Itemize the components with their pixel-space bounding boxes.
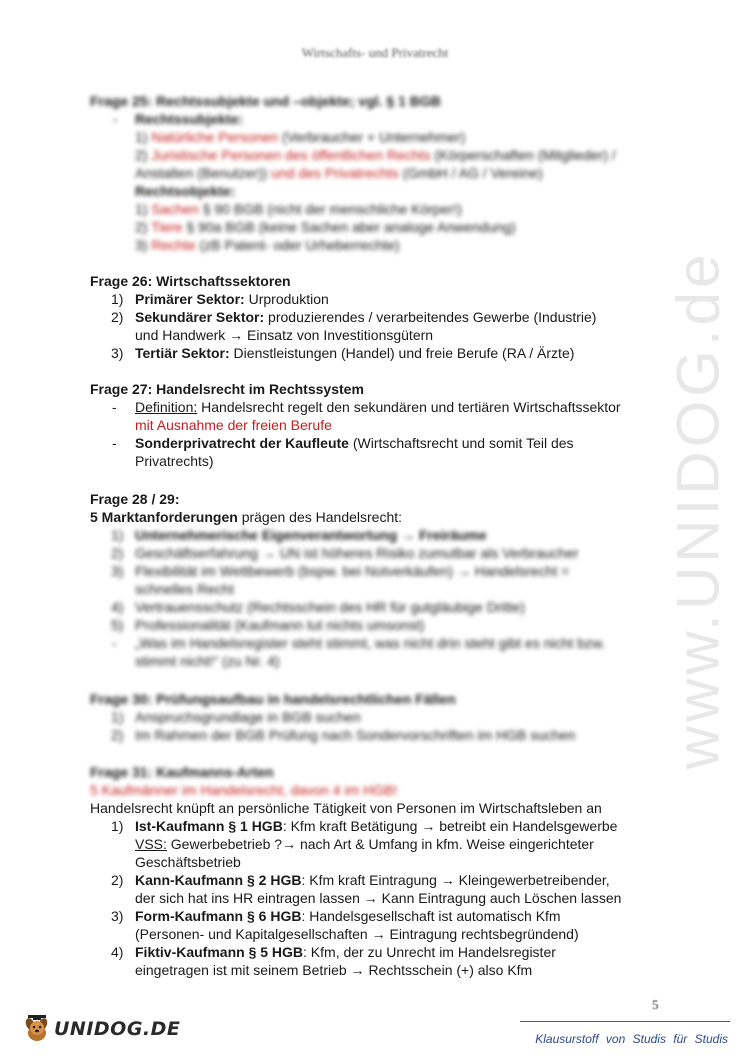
q27-title: Frage 27: Handelsrecht im Rechtssystem (90, 381, 364, 397)
q31-item-4: 4) Fiktiv-Kaufmann § 5 HGB: Kfm, der zu Unrecht im Handelsregister (111, 944, 556, 960)
dog-icon (22, 1014, 52, 1044)
q25-subject-2-cont: Anstalten (Benutzer)) und des Privatrechts (GmbH / AG / Vereine) (135, 165, 543, 181)
q31-item-2-cont: der sich hat ins HR eintragen lassen → Kann Eintragung auch Löschen lassen (135, 890, 622, 906)
q25-objects-label: Rechtsobjekte: (135, 183, 236, 199)
watermark: www.UNIDOG.de (664, 250, 732, 770)
q26-item-2: 2) Sekundärer Sektor: produzierendes / verarbeitendes Gewerbe (Industrie) (111, 309, 597, 325)
q28-intro: 5 Marktanforderungen prägen des Handelsrecht: (90, 509, 403, 525)
q26-item-3: 3) Tertiär Sektor: Dienstleistungen (Handel) und freie Berufe (RA / Ärzte) (111, 345, 575, 361)
q25-object-1: 1) Sachen § 90 BGB (nicht der menschliche Körper!) (135, 201, 462, 217)
q31-item-4-cont: eingetragen ist mit seinem Betrieb → Rechtsschein (+) also Kfm (135, 962, 533, 978)
q31-item-3: 3) Form-Kaufmann § 6 HGB: Handelsgesellschaft ist automatisch Kfm (111, 908, 561, 924)
q25-subjects-label: Rechtssubjekte: (135, 111, 244, 127)
q25-subject-1: 1) Natürliche Personen (Verbraucher + Unternehmer) (135, 129, 466, 145)
q28-title: Frage 28 / 29: (90, 491, 180, 507)
q25-object-2: 2) Tiere § 90a BGB (keine Sachen aber analoge Anwendung) (135, 219, 516, 235)
q31-title: Frage 31: Kaufmanns-Arten (90, 764, 274, 780)
q31-intro: Handelsrecht knüpft an persönliche Tätigkeit von Personen im Wirtschaftsleben an (90, 800, 602, 816)
footer-divider (520, 1021, 730, 1022)
q27-definition-red: mit Ausnahme der freien Berufe (135, 417, 332, 433)
logo-text: UNIDOG.DE (54, 1018, 181, 1040)
q25-object-3: 3) Rechte (zB Patent- oder Urheberrechte) (135, 237, 400, 253)
q26-item-1: 1) Primärer Sektor: Urproduktion (111, 291, 329, 307)
q27-sonderprivatrecht: - Sonderprivatrecht der Kaufleute (Wirtschaftsrecht und somit Teil des (112, 435, 574, 451)
section-frage-27 (90, 380, 690, 470)
section-frage-26 (90, 272, 690, 362)
unidog-logo (22, 1014, 180, 1044)
page-header: Wirtschafts- und Privatrecht (301, 45, 449, 60)
q31-item-2: 2) Kann-Kaufmann § 2 HGB: Kfm kraft Eintragung → Kleingewerbetreibender, (111, 872, 610, 888)
q26-title: Frage 26: Wirtschaftssektoren (90, 273, 291, 289)
q31-item-1: 1) Ist-Kaufmann § 1 HGB: Kfm kraft Betätigung → betreibt ein Handelsgewerbe (111, 818, 618, 834)
q28-blurred-list: 1) Unternehmerische Eigenverantwortung → Freiräume 2) Geschäftserfahrung → UN ist höheres Risiko zumutbar als Verbraucher 3) Flexibilität im Wettbewerb (bspw. bei Notverkäufen) → Handelsrecht = schnelles Recht 4) Vertrauensschutz (Rechtsschein des HR für gutgläubige Dritte) 5) Professionalität (Kaufmann tut nichts umsonst) - „Was im Handelsregister steht stimmt, was nicht drin steht gibt es nicht bzw. stimmt nicht!“ (zu Nr. 4) (111, 527, 606, 669)
q27-definition: - Definition: Handelsrecht regelt den sekundären und tertiären Wirtschaftssektor (112, 399, 621, 415)
section-frage-31 (90, 763, 690, 979)
section-frage-28-29 (90, 490, 690, 670)
q26-item-2-cont: und Handwerk → Einsatz von Investitionsgütern (135, 327, 434, 343)
q25-title: Frage 25: Rechtssubjekte und –objekte; vgl. § 1 BGB (90, 93, 441, 109)
q31-item-1-cont: VSS: Gewerbebetrieb ?→ nach Art & Umfang in kfm. Weise eingerichteter (135, 836, 594, 852)
section-frage-25: Frage 25: Rechtssubjekte und –objekte; vgl. § 1 BGB - Rechtssubjekte: 1) Natürliche Personen (Verbraucher + Unternehmer) 2) Juristische Personen des öffentlichen Rechts (Körperschaften (Mitglieder) / Anstalten (Benutzer)) und des Privatrechts (GmbH / AG / Vereine) Rechtsobjekte: 1) Sachen § 90 BGB (nicht der menschliche Körper!) 2) Tiere § 90a BGB (keine Sachen aber analoge Anwendung) 3) Rechte (zB Patent- oder Urheberrechte) (90, 92, 690, 254)
footer-tagline: Klausurstoff von Studis für Studis (535, 1032, 728, 1046)
section-frage-30: Frage 30: Prüfungsaufbau in handelsrechtlichen Fällen 1) Anspruchsgrundlage in BGB suchen 2) Im Rahmen der BGB Prüfung nach Sondervorschriften im HGB suchen (90, 691, 576, 743)
q31-item-1-cont2: Geschäftsbetrieb (135, 854, 241, 870)
q31-item-3-cont: (Personen- und Kapitalgesellschaften → Eintragung rechtsbegründend) (135, 926, 579, 942)
q27-sonderprivatrecht-cont: Privatrechts) (135, 453, 214, 469)
q31-subtitle: 5 Kaufmänner im Handelsrecht, davon 4 im HGB! (90, 782, 398, 798)
q25-subject-2: 2) Juristische Personen des öffentlichen Rechts (Körperschaften (Mitglieder) / (135, 147, 616, 163)
page-number: 5 (652, 997, 659, 1012)
